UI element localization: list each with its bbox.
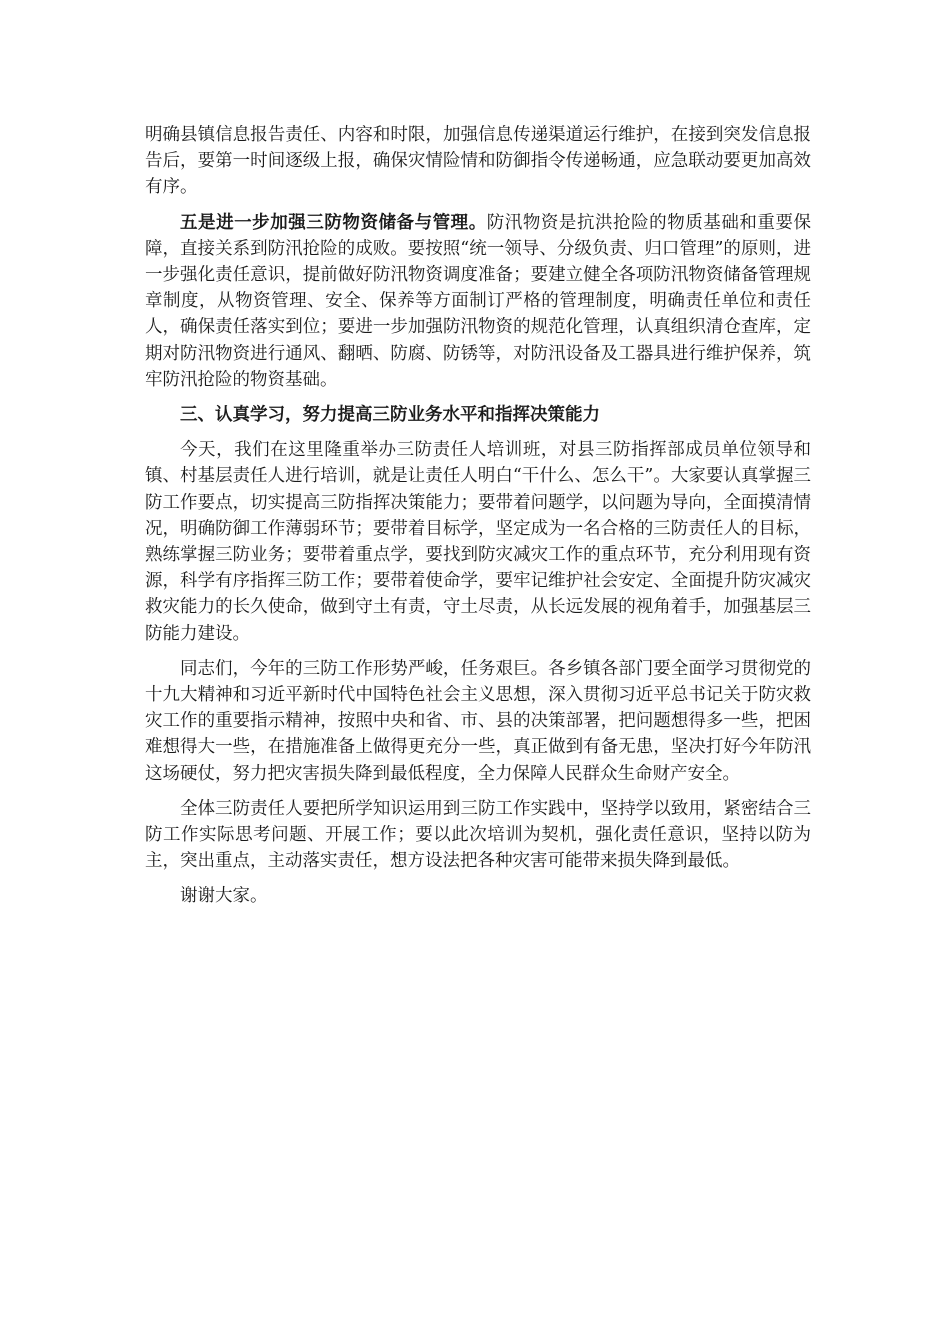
paragraph-thanks: 谢谢大家。 <box>180 886 268 907</box>
paragraph-comrades: 同志们，今年的三防工作形势严峻，任务艰巨。各乡镇各部门要全面学习贯彻党的十九大精神和习近平新时代中国特色社会主义思想，深入贯彻习近平总书记关于防灾救灾工作的重要指示精神，按照中央和省、市、县的决策部署，把问题想得多一些，把困难想得大一些，在措施准备上做得更充分一些，真正做到有备无患，坚决打好今年防汛这场硬仗，努力把灾害损失降到最低程度，全力保障人民群众生命财产安全。 <box>145 658 811 784</box>
section-heading: 三、认真学习，努力提高三防业务水平和指挥决策能力 <box>180 405 600 426</box>
document-page <box>145 122 811 919</box>
paragraph-continuation <box>145 122 811 201</box>
paragraph-text: 明确县镇信息报告责任、内容和时限，加强信息传递渠道运行维护，在接到突发信息报告后，要第一时间逐级上报，确保灾情险情和防御指令传递畅通，应急联动要更加高效有序。 <box>145 125 811 198</box>
paragraph-apply-knowledge: 全体三防责任人要把所学知识运用到三防工作实践中，坚持学以致用，紧密结合三防工作实际思考问题、开展工作；要以此次培训为契机，强化责任意识，坚持以防为主，突出重点，主动落实责任，想方设法把各种灾害可能带来损失降到最低。 <box>145 798 811 872</box>
paragraph-training: 今天，我们在这里隆重举办三防责任人培训班，对县三防指挥部成员单位领导和镇、村基层责任人进行培训，就是让责任人明白“干什么、怎么干”。大家要认真掌握三防工作要点，切实提高三防指挥决策能力；要带着问题学，以问题为导向，全面摸清情况，明确防御工作薄弱环节；要带着目标学，坚定成为一名合格的三防责任人的目标，熟练掌握三防业务；要带着重点学，要找到防灾减灾工作的重点环节，充分利用现有资源，科学有序指挥三防工作；要带着使命学，要牢记维护社会安定、全面提升防灾减灾救灾能力的长久使命，做到守土有责，守土尽责，从长远发展的视角着手，加强基层三防能力建设。 <box>145 440 811 644</box>
paragraph-lead: 五是进一步加强三防物资储备与管理。 <box>180 212 487 233</box>
paragraph-text: 防汛物资是抗洪抢险的物质基础和重要保障，直接关系到防汛抢险的成败。要按照“统一领导、分级负责、归口管理”的原则，进一步强化责任意识，提前做好防汛物资调度准备；要建立健全各项防汛物资储备管理规章制度，从物资管理、安全、保养等方面制订严格的管理制度，明确责任单位和责任人，确保责任落实到位；要进一步加强防汛物资的规范化管理，认真组织清仓查库，定期对防汛物资进行通风、翻晒、防腐、防锈等，对防汛设备及工器具进行维护保养，筑牢防汛抢险的物资基础。 <box>145 212 811 390</box>
paragraph-supplies <box>145 210 811 393</box>
